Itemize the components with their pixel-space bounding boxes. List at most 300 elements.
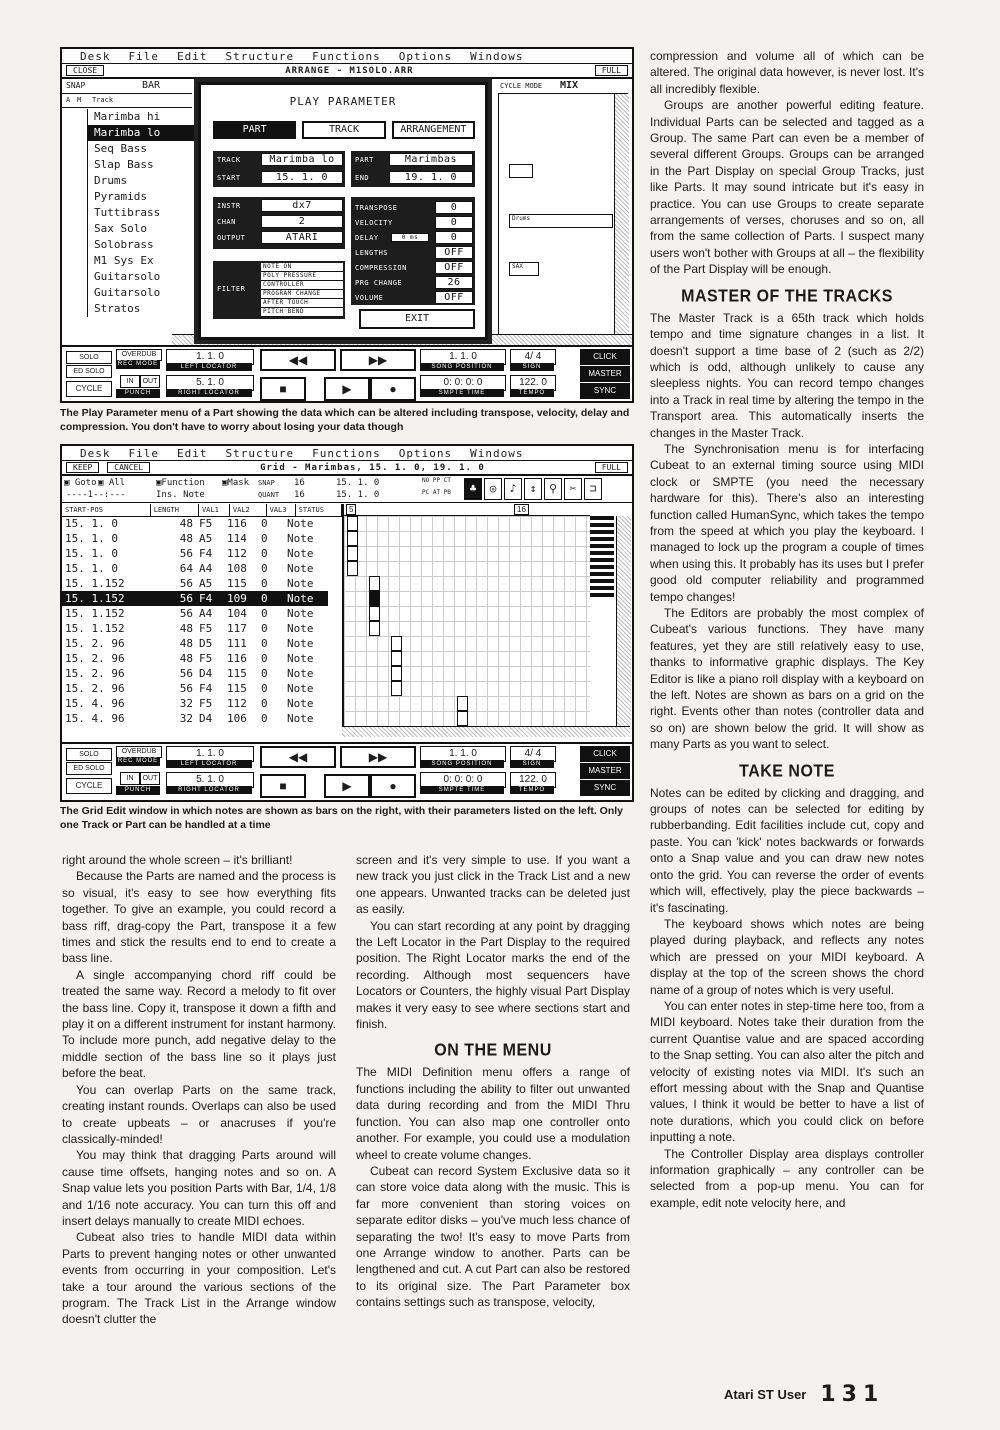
event-row[interactable] [62, 531, 328, 546]
paragraph: Cubeat can record System Exclusive data so it can store voice data along with the music. This is far more convenient than storing voices on separate editor disks – you've much less chance of separating the two! It's easy to move Parts from one Arrange window to another. Parts can be lengthened and cut. A cut Part can also be restored to its original size. The Part Parameter box contains settings such as transpose, velocity, [356, 1163, 630, 1310]
forward-button[interactable]: ▶▶ [340, 746, 416, 768]
solo-button[interactable]: SOLO [66, 351, 112, 364]
param-value[interactable]: 0 [435, 201, 473, 214]
rewind-button[interactable]: ◀◀ [260, 746, 336, 768]
menu-structure[interactable]: Structure [225, 446, 295, 460]
chan-label: CHAN [217, 218, 236, 226]
track-item[interactable]: Stratos [94, 302, 141, 315]
track-item[interactable]: Solobrass [94, 238, 154, 251]
heading-master-of-the-tracks: MASTER OF THE TRACKS [681, 286, 893, 306]
event-cell: D4 [199, 712, 213, 725]
grid-edit-screenshot [60, 444, 634, 802]
event-cell: F4 [196, 591, 224, 606]
paragraph: You can enter notes in step-time here too, from a MIDI keyboard. Notes take their duration from the current Quantise value and are spaced according to the Snap setting. You can also alter the pitch and velocity of existing notes via MIDI. It's such an effort messing about with the Snap and Quantise values, I think it would be better to have a list of note durations, which you could click on before inputting a note. [650, 998, 924, 1145]
event-cell: 104 [227, 607, 247, 620]
right-locator: 5. 1. 0 [166, 375, 254, 391]
velocity-bar [590, 516, 614, 520]
filter-item[interactable]: PROGRAM CHANGE [261, 290, 343, 299]
note-bar[interactable] [391, 681, 402, 696]
track-item[interactable]: Marimba lo [88, 125, 198, 141]
window-title: ARRANGE - M1SOLO.ARR [285, 65, 414, 76]
goto-button[interactable]: ▣ Goto [64, 478, 97, 488]
menu-edit[interactable]: Edit [177, 446, 208, 460]
paragraph: right around the whole screen – it's brilliant! [62, 853, 293, 867]
paragraph: Cubeat also tries to handle MIDI data within Parts to prevent hanging notes or other unwanted events from occurring in your composition. Let's take a tour around the various sections of the program. The Track List in the Arrange window doesn't clutter the [62, 1230, 336, 1327]
paragraph: You may think that dragging Parts around will cause time offsets, hanging notes and so on. A Snap value lets you position Parts with Bar, 1/4, 1/8 and 1/16 note accuracy. You can turn this off and insert delays manually to create MIDI echoes. [62, 1148, 336, 1228]
param-row [351, 261, 475, 275]
note-bar[interactable] [369, 621, 380, 636]
all-button[interactable]: ▣ All [98, 478, 126, 488]
master-button[interactable]: MASTER [580, 763, 630, 779]
paragraph: screen and it's very simple to use. If you want a new track you just click in the Track List and a new one appears. Unwanted tracks can be deleted just as easily. [356, 853, 630, 917]
param-label: LENGTHS [355, 249, 389, 257]
cycle-mode-label: CYCLE MODE [500, 82, 543, 90]
record-button[interactable]: ● [370, 377, 416, 401]
arrange-title-bar [62, 64, 632, 79]
event-cell: 15. 1. 0 [65, 562, 118, 575]
grid-horizontal-scrollbar[interactable] [342, 726, 630, 737]
event-cell: 0 [261, 562, 268, 575]
event-cell: 56 [150, 591, 196, 606]
param-label: DELAY [355, 234, 379, 242]
event-cell: 111 [227, 637, 247, 650]
filter-item[interactable]: AFTER TOUCH [261, 299, 343, 308]
click-button[interactable]: CLICK [580, 746, 630, 762]
paragraph: A single accompanying chord riff could be treated the same way. Record a melody to fit over the bass line. Copy it, transpose it down a fifth and play it on a different instrument for instant harmony. To include more punch, add negative delay to the middle section of the bass line so it plays just before the beat. [62, 967, 336, 1081]
menu-structure[interactable]: Structure [225, 49, 295, 63]
filter-toggle-1[interactable]: NO PP CT [422, 477, 451, 484]
mix-label: MIX [560, 80, 579, 91]
event-cell: Note [284, 591, 328, 606]
signature-label: SIGN [510, 760, 554, 768]
event-cell: 15. 4. 96 [65, 712, 125, 725]
event-cell: 56 [179, 682, 193, 695]
event-row[interactable] [62, 666, 328, 681]
event-cell: 115 [227, 577, 247, 590]
event-row[interactable] [62, 576, 328, 591]
param-label: COMPRESSION [355, 264, 407, 272]
vertical-scrollbar[interactable] [614, 94, 629, 334]
param-value[interactable]: 0 [435, 231, 473, 244]
event-cell: F5 [199, 517, 213, 530]
left-column [62, 852, 336, 1328]
event-cell: 56 [179, 547, 193, 560]
paragraph: compression and volume all of which can be altered. The original data however, is never lost. It's all incredibly flexible. [650, 49, 924, 96]
sync-button[interactable]: SYNC [580, 383, 630, 399]
event-cell: 0 [261, 637, 268, 650]
column-header: LENGTH [151, 504, 199, 516]
note-bar[interactable] [347, 531, 358, 546]
event-cell: Note [287, 577, 314, 590]
event-cell: 0 [258, 591, 284, 606]
event-cell: 0 [261, 607, 268, 620]
part-drums[interactable]: Drums [509, 214, 613, 228]
event-cell: Note [287, 682, 314, 695]
velocity-bars [588, 516, 616, 726]
menu-functions[interactable]: Functions [312, 49, 381, 63]
stop-button[interactable]: ■ [260, 377, 306, 401]
chan-value[interactable]: 2 [261, 215, 343, 228]
event-cell: 48 [179, 652, 193, 665]
note-bar[interactable] [457, 711, 468, 726]
event-cell: Note [287, 532, 314, 545]
menu-windows[interactable]: Windows [470, 49, 524, 63]
song-position: 1. 1. 0 [420, 349, 506, 365]
magazine-name: Atari ST User [724, 1387, 807, 1402]
transport-bar-2 [62, 742, 632, 800]
instr-value[interactable]: dx7 [261, 199, 343, 212]
event-cell: Note [287, 547, 314, 560]
event-cell: F5 [199, 622, 213, 635]
cycle-button[interactable]: CYCLE [66, 381, 112, 397]
event-cell: 15. 1.152 [65, 577, 125, 590]
param-row [351, 201, 475, 215]
parameter-list [351, 197, 475, 305]
play-button[interactable]: ▶ [324, 377, 370, 401]
event-cell: 0 [261, 517, 268, 530]
output-value[interactable]: ATARI [261, 231, 343, 244]
note-bar[interactable] [391, 636, 402, 651]
start-label: START [217, 174, 241, 182]
insert-icon[interactable]: ⊐ [584, 478, 602, 500]
ed-solo-button[interactable]: ED SOLO [66, 762, 112, 775]
param-value[interactable]: OFF [435, 261, 473, 274]
param-row [351, 291, 475, 305]
close-button[interactable]: CLOSE [66, 65, 104, 76]
event-cell: 0 [261, 622, 268, 635]
event-row[interactable] [62, 636, 328, 651]
pencil-icon[interactable]: ↕ [524, 478, 542, 500]
position-readout-1: 15. 1. 0 [336, 478, 380, 488]
mask-button[interactable]: ▣Mask [222, 478, 250, 488]
event-cell: 56 [179, 607, 193, 620]
magnifier-icon[interactable]: ◎ [484, 478, 502, 500]
instrument-box [213, 197, 345, 249]
track-item[interactable]: M1 Sys Ex [94, 254, 154, 267]
track-header: A M Track [62, 95, 192, 108]
menu-edit[interactable]: Edit [177, 49, 208, 63]
event-cell: 15. 2. 96 [65, 637, 125, 650]
event-cell: A4 [199, 562, 213, 575]
menu-bar-2 [62, 446, 632, 461]
sync-button[interactable]: SYNC [580, 780, 630, 796]
column-header: VAL1 [199, 504, 230, 516]
smpte-time-label: SMPTE TIME [420, 389, 504, 397]
snap-row [62, 79, 192, 94]
tab-part[interactable]: PART [213, 121, 296, 139]
velocity-bar [590, 544, 614, 548]
tool-icons [464, 478, 602, 500]
part-value[interactable]: Marimbas [389, 153, 473, 166]
song-position-label: SONG POSITION [420, 760, 504, 768]
event-cell: 0 [261, 682, 268, 695]
param-label: VELOCITY [355, 219, 393, 227]
snap-label: SNAP [66, 81, 86, 90]
paragraph: Because the Parts are named and the process is so visual, it's easy to see how everything fits together. To give an example, you could record a bass riff, drag-copy the Part, transpose it a few times and stick the results end to end to create a bass line. [62, 869, 336, 966]
delay-ms: 0 ms [391, 233, 429, 242]
event-cell: 56 [179, 577, 193, 590]
paragraph: You can overlap Parts on the same track, creating instant rounds. Overlaps can also be used to create upbeats – or anacruses if you're classically-minded! [62, 1082, 336, 1146]
heading-take-note: TAKE NOTE [739, 761, 835, 781]
paragraph: Groups are another powerful editing feature. Individual Parts can be selected and tagged as a Group. The same Part can even be a member of several different Groups. Groups can be arranged in the Part Display on special Group Tracks, just like Parts. It may sound intricate but it's easy in practice. You can use Groups to create separate arrangements of verses, choruses and so on, all from the same collection of Parts. I suspect many users won't bother with Groups at all – the flexibility of the Part Display will be enough. [650, 98, 924, 277]
note-bar[interactable] [369, 591, 380, 606]
track-value[interactable]: Marimba lo [261, 153, 343, 166]
part-info-box [351, 151, 475, 187]
quant-value[interactable]: 16 [294, 490, 305, 500]
tab-arrangement[interactable]: ARRANGEMENT [392, 121, 475, 139]
smpte-time: 0: 0: 0: 0 [420, 772, 506, 788]
out-button[interactable]: OUT [140, 772, 160, 785]
tempo-label: TEMPO [510, 786, 554, 794]
right-locator-label: RIGHT LOCATOR [166, 389, 252, 397]
paragraph: The Controller Display area displays controller information graphically – any controller can be selected from a pop-up menu. You can for example, edit note velocity here, and [650, 1146, 924, 1210]
rewind-button[interactable]: ◀◀ [260, 349, 336, 371]
paragraph: The keyboard shows which notes are being played during playback, and reflects any notes which are pressed on your MIDI keyboard. A display at the top of the screen shows the chord name of a group of notes which is very useful. [650, 916, 924, 997]
param-label: PRG CHANGE [355, 279, 403, 287]
event-cell: A5 [199, 532, 213, 545]
filter-box [213, 261, 345, 319]
left-locator: 1. 1. 0 [166, 746, 254, 762]
menu-desk[interactable]: Desk [80, 446, 111, 460]
note-bar[interactable] [391, 666, 402, 681]
event-cell: 48 [179, 517, 193, 530]
param-value[interactable]: OFF [435, 291, 473, 304]
solo-button[interactable]: SOLO [66, 748, 112, 761]
in-button[interactable]: IN [120, 772, 140, 785]
event-cell: 15. 4. 96 [65, 697, 125, 710]
event-row[interactable] [62, 591, 328, 606]
signature: 4/ 4 [510, 349, 556, 365]
velocity-bar [590, 551, 614, 555]
event-cell: 15. 1. 0 [65, 532, 118, 545]
part-sax[interactable]: SAX [509, 262, 539, 276]
param-row [351, 216, 475, 230]
event-cell: F5 [199, 697, 213, 710]
event-cell: 0 [261, 652, 268, 665]
master-button[interactable]: MASTER [580, 366, 630, 382]
event-cell: 112 [227, 547, 247, 560]
column-header: VAL2 [230, 504, 267, 516]
track-item[interactable]: Marimba hi [94, 110, 161, 123]
event-row[interactable] [62, 696, 328, 711]
dialog-tabs [213, 121, 475, 139]
track-header-label: Track [92, 96, 114, 104]
event-cell: F5 [199, 652, 213, 665]
click-button[interactable]: CLICK [580, 349, 630, 365]
note-bar[interactable] [457, 696, 468, 711]
velocity-bar [590, 558, 614, 562]
param-row [351, 246, 475, 260]
velocity-bar [590, 586, 614, 590]
function-button[interactable]: ▣Function [156, 478, 205, 488]
velocity-bar [590, 593, 614, 597]
full-button-2[interactable]: FULL [595, 462, 628, 473]
note-bar[interactable] [347, 561, 358, 576]
filter-item[interactable]: POLY PRESSURE [261, 272, 343, 281]
track-list[interactable] [87, 109, 198, 317]
cancel-button[interactable]: CANCEL [107, 462, 150, 473]
event-row[interactable] [62, 516, 328, 531]
right-locator: 5. 1. 0 [166, 772, 254, 788]
event-cell: 0 [261, 547, 268, 560]
play-button[interactable]: ▶ [324, 774, 370, 798]
note-bar[interactable] [347, 516, 358, 531]
filter-item[interactable]: NOTE ON [261, 263, 343, 272]
rec-mode-label: REC MODE [117, 361, 159, 367]
middle-column [356, 852, 630, 1311]
event-row[interactable] [62, 651, 328, 666]
overdub-button[interactable]: OVERDUB [116, 746, 162, 758]
smpte-time: 0: 0: 0: 0 [420, 375, 506, 391]
song-position: 1. 1. 0 [420, 746, 506, 762]
event-cell: 32 [179, 697, 193, 710]
grid-ruler [344, 504, 590, 516]
ed-solo-button[interactable]: ED SOLO [66, 365, 112, 378]
event-cell: 15. 1.152 [65, 607, 125, 620]
velocity-bar [590, 530, 614, 534]
in-button[interactable]: IN [120, 375, 140, 388]
event-cell: Note [287, 712, 314, 725]
event-cell: 0 [261, 532, 268, 545]
event-cell: 0 [261, 577, 268, 590]
heading-on-the-menu: ON THE MENU [434, 1041, 552, 1061]
right-locator-label: RIGHT LOCATOR [166, 786, 252, 794]
glue-icon[interactable]: ⚲ [544, 478, 562, 500]
overdub-button[interactable]: OVERDUB [116, 349, 162, 361]
track-item[interactable]: Seq Bass [94, 142, 147, 155]
keep-button[interactable]: KEEP [66, 462, 99, 473]
tempo: 122. 0 [510, 772, 556, 788]
menu-desk[interactable]: Desk [80, 49, 111, 63]
output-label: OUTPUT [217, 234, 246, 242]
param-value[interactable]: 26 [435, 276, 473, 289]
track-item[interactable]: Guitarsolo [94, 286, 161, 299]
event-cell: 32 [179, 712, 193, 725]
grid-vertical-scrollbar[interactable] [616, 516, 631, 726]
param-row [351, 231, 475, 245]
event-cell: 48 [179, 637, 193, 650]
track-item[interactable]: Tuttibrass [94, 206, 161, 219]
start-value[interactable]: 15. 1. 0 [261, 171, 343, 184]
event-row[interactable] [62, 711, 328, 726]
event-cell: Note [287, 562, 314, 575]
cycle-button[interactable]: CYCLE [66, 778, 112, 794]
event-cell: 64 [179, 562, 193, 575]
end-value[interactable]: 19. 1. 0 [389, 171, 473, 184]
menu-windows[interactable]: Windows [470, 446, 524, 460]
param-row [351, 276, 475, 290]
page-footer [724, 1382, 884, 1407]
scissors-icon[interactable]: ✂ [564, 478, 582, 500]
event-row[interactable] [62, 606, 328, 621]
grid-toolbar [62, 476, 632, 503]
event-cell: 48 [179, 532, 193, 545]
event-cell: Note [287, 517, 314, 530]
insert-note-button[interactable]: Ins. Note [156, 490, 205, 500]
filter-item[interactable]: PITCH BEND [261, 308, 343, 317]
track-label: TRACK [217, 156, 241, 164]
menu-bar [62, 49, 632, 64]
param-value[interactable]: 0 [435, 216, 473, 229]
note-bar[interactable] [369, 606, 380, 621]
part-display[interactable] [498, 94, 615, 334]
event-row[interactable] [62, 561, 328, 576]
punch-label: PUNCH [116, 389, 160, 398]
cycle-mode-row [498, 79, 628, 94]
track-item[interactable]: Sax Solo [94, 222, 147, 235]
event-cell: 114 [227, 532, 247, 545]
full-button[interactable]: FULL [595, 65, 628, 76]
note-bar[interactable] [391, 651, 402, 666]
note-bar[interactable] [369, 576, 380, 591]
grid-lines [344, 516, 590, 726]
signature: 4/ 4 [510, 746, 556, 762]
menu-file[interactable]: File [128, 49, 159, 63]
event-row[interactable] [62, 681, 328, 696]
forward-button[interactable]: ▶▶ [340, 349, 416, 371]
filter-item[interactable]: CONTROLLER [261, 281, 343, 290]
paragraph: You can start recording at any point by dragging the Left Locator in the Part Display to the required position. The Right Locator marks the end of the recording. Although most sequencers have Locators or Counters, the highly visual Part Display makes it very easy to see where sections start and finish. [356, 918, 630, 1032]
snap-value[interactable]: BAR [142, 80, 161, 91]
track-item[interactable]: Slap Bass [94, 158, 154, 171]
quant-label: QUANT [258, 491, 280, 499]
event-cell: Note [287, 697, 314, 710]
param-value[interactable]: OFF [435, 246, 473, 259]
eraser-icon[interactable]: ♣ [464, 478, 482, 500]
menu-file[interactable]: File [128, 446, 159, 460]
event-list[interactable] [62, 516, 342, 726]
tab-track[interactable]: TRACK [302, 121, 385, 139]
event-cell: Note [287, 607, 314, 620]
menu-options[interactable]: Options [398, 49, 453, 63]
param-label: TRANSPOSE [355, 204, 398, 212]
note-grid[interactable] [342, 504, 590, 726]
track-item[interactable]: Guitarsolo [94, 270, 161, 283]
menu-functions[interactable]: Functions [312, 446, 381, 460]
event-cell: 15. 2. 96 [65, 682, 125, 695]
event-cell: A5 [199, 577, 213, 590]
velocity-bar [590, 537, 614, 541]
page-number: 131 [820, 1382, 885, 1407]
track-item[interactable]: Drums [94, 174, 128, 187]
event-row[interactable] [62, 546, 328, 561]
event-cell: 0 [261, 667, 268, 680]
grid-title: Grid - Marimbas, 15. 1. 0, 19. 1. 0 [260, 462, 485, 473]
caption-grid-edit: The Grid Edit window in which notes are shown as bars on the right, with their parameters listed on the left. Only one Track or Part can be handled at a time [60, 805, 623, 831]
exit-button[interactable]: EXIT [359, 309, 475, 329]
event-cell: Note [287, 667, 314, 680]
note-bar[interactable] [347, 546, 358, 561]
column-header: START-POS [62, 504, 151, 516]
event-cell: 116 [227, 517, 247, 530]
track-item[interactable]: Pyramids [94, 190, 147, 203]
event-cell: A4 [199, 607, 213, 620]
menu-options[interactable]: Options [398, 446, 453, 460]
ruler-label: 5 [346, 504, 356, 515]
event-row[interactable] [62, 621, 328, 636]
event-cell: 56 [179, 667, 193, 680]
position-readout-2: 15. 1. 0 [336, 490, 380, 500]
filter-toggle-2[interactable]: PC AT PB [422, 489, 451, 496]
right-column [650, 48, 924, 1211]
out-button[interactable]: OUT [140, 375, 160, 388]
snap-value-2[interactable]: 16 [294, 478, 305, 488]
note-icon[interactable]: ♪ [504, 478, 522, 500]
paragraph: The MIDI Definition menu offers a range of functions including the ability to filter out unwanted data during recording and from the MIDI Thru function. You can also map one controller onto another. For example, you could use a modulation wheel to create volume changes. [356, 1065, 630, 1162]
record-button[interactable]: ● [370, 774, 416, 798]
event-cell: 0 [261, 697, 268, 710]
stop-button[interactable]: ■ [260, 774, 306, 798]
